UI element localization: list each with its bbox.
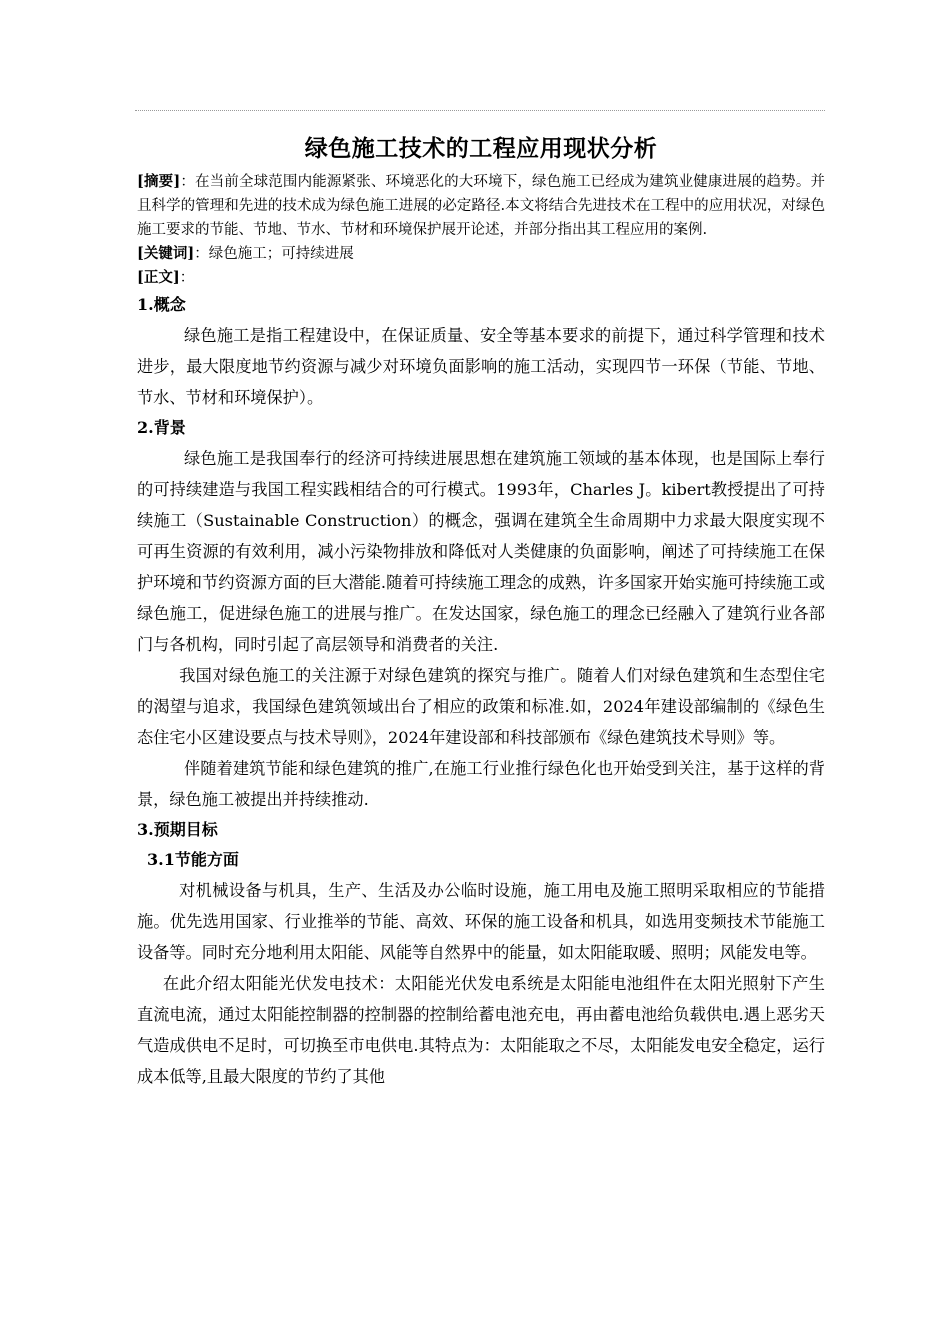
paragraph: 在此介绍太阳能光伏发电技术：太阳能光伏发电系统是太阳能电池组件在太阳光照射下产生直流电流，通过太阳能控制器的控制器的控制给蓄电池充电，再由蓄电池给负载供电.遇上恶劣天气造成供电不足时，可切换至市电供电.其特点为：太阳能取之不尽，太阳能发电安全稳定，运行成本低等,且最大限度的节约了其他 xyxy=(137,974,825,1086)
body-label-colon: ： xyxy=(179,270,195,286)
document-content xyxy=(137,130,825,1092)
paragraph: 我国对绿色施工的关注源于对绿色建筑的探究与推广。随着人们对绿色建筑和生态型住宅的渴望与追求，我国绿色建筑领域出台了相应的政策和标准.如，2024年建设部编制的《绿色生态住宅小区建设要点与技术导则》，2024年建设部和科技部颁布《绿色建筑技术导则》等。 xyxy=(137,666,825,747)
section-heading-concept: 1.概念 xyxy=(137,295,186,314)
keywords-label: [关键词] xyxy=(137,245,195,262)
body-label xyxy=(137,266,825,290)
document-title: 绿色施工技术的工程应用现状分析 xyxy=(304,135,658,162)
paragraph: 绿色施工是指工程建设中，在保证质量、安全等基本要求的前提下，通过科学管理和技术进步，最大限度地节约资源与减少对环境负面影响的施工活动，实现四节一环保（节能、节地、节水、节材和环境保护）。 xyxy=(137,326,825,407)
paragraph: 绿色施工是我国奉行的经济可持续进展思想在建筑施工领域的基本体现，也是国际上奉行的可持续建造与我国工程实践相结合的可行模式。1993年，Charles J。kibert教授提出了可持续施工（Sustainable Construction）的概念，强调在建筑全生命周期中力求最大限度实现不可再生资源的有效利用，减小污染物排放和降低对人类健康的负面影响，阐述了可持续施工在保护环境和节约资源方面的巨大潜能.随着可持续施工理念的成熟，许多国家开始实施可持续施工或绿色施工，促进绿色施工的进展与推广。在发达国家，绿色施工的理念已经融入了建筑行业各部门与各机构，同时引起了高层领导和消费者的关注. xyxy=(137,449,825,654)
abstract-text: ：在当前全球范围内能源紧张、环境恶化的大环境下，绿色施工已经成为建筑业健康进展的趋势。并且科学的管理和先进的技术成为绿色施工进展的必定路径.本文将结合先进技术在工程中的应用状况，对绿色施工要求的节能、节地、节水、节材和环境保护展开论述，并部分指出其工程应用的案例. xyxy=(137,174,825,238)
paragraph: 伴随着建筑节能和绿色建筑的推广,在施工行业推行绿色化也开始受到关注，基于这样的背景，绿色施工被提出并持续推动. xyxy=(137,759,825,809)
paragraph: 对机械设备与机具，生产、生活及办公临时设施，施工用电及施工照明采取相应的节能措施。优先选用国家、行业推举的节能、高效、环保的施工设备和机具，如选用变频技术节能施工设备等。同时充分地利用太阳能、风能等自然界中的能量，如太阳能取暖、照明；风能发电等。 xyxy=(137,881,825,962)
subsection-heading-energy: 3.1节能方面 xyxy=(147,850,239,869)
section-heading-goals: 3.预期目标 xyxy=(137,820,218,839)
header-divider xyxy=(135,110,825,111)
section-heading-background: 2.背景 xyxy=(137,418,186,437)
keywords xyxy=(137,242,825,266)
abstract xyxy=(137,170,825,242)
keywords-text: ：绿色施工；可持续进展 xyxy=(194,246,354,262)
body-label-title: [正文] xyxy=(137,269,180,286)
abstract-label: [摘要] xyxy=(137,173,181,190)
